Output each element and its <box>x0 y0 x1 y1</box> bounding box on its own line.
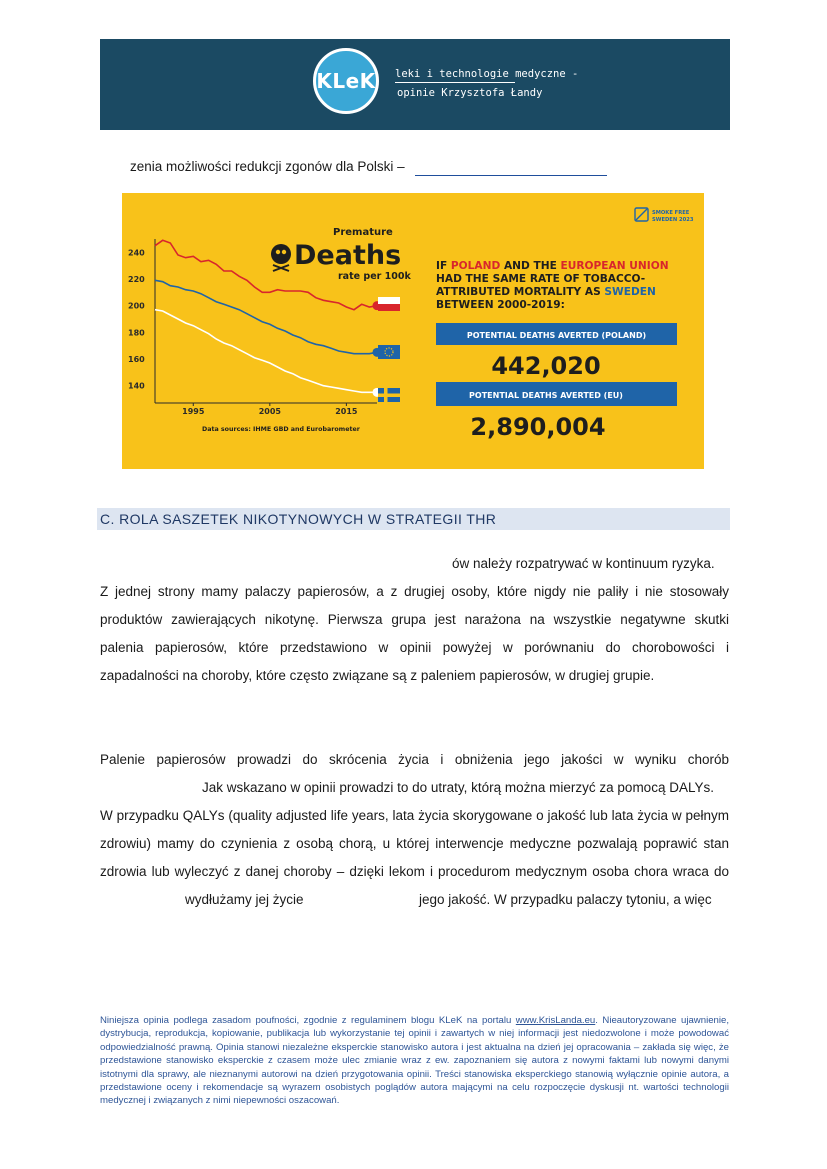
brand-line1: SMOKE FREE <box>652 210 690 216</box>
klek-logo <box>313 48 379 114</box>
brand-line2: SWEDEN 2023 <box>652 217 694 223</box>
headline-sweden: SWEDEN <box>604 286 656 298</box>
headline-line4: BETWEEN 2000-2019: <box>436 299 565 311</box>
confidentiality-footer <box>100 1014 729 1108</box>
eu-value: 2,890,004 <box>470 413 606 441</box>
y-tick-label: 140 <box>128 381 145 391</box>
logo-tagline-line1: leki i technologie medyczne - <box>395 68 579 80</box>
y-tick-label: 160 <box>128 355 145 364</box>
eu-label: POTENTIAL DEATHS AVERTED (EU) <box>469 391 623 400</box>
chart-title-small-bottom: rate per 100k <box>338 271 411 282</box>
eu-flag-icon <box>378 345 400 359</box>
paragraph1-line4: zapadalności na choroby, które często związane są z paleniem papierosów, w drugiej grupie. <box>100 668 655 683</box>
paragraph2-line4: zdrowiu) mamy do czynienia z osobą chorą, u której interwencje medyczne pozwalają poprawić stan <box>100 836 729 851</box>
poland-flag-icon <box>378 297 400 311</box>
x-tick-label: 1995 <box>182 407 205 416</box>
y-tick-label: 200 <box>128 301 145 311</box>
series-line-european-union <box>155 280 377 353</box>
y-tick-label: 220 <box>128 275 145 284</box>
paragraph1-line2: produktów zawierających nikotynę. Pierwsza grupa jest narażona na wszystkie negatywne skutki <box>100 612 729 627</box>
infographic-canvas <box>122 193 704 469</box>
headline-line3 <box>436 286 656 298</box>
paragraph2-fragment-b: jego jakość. W przypadku palaczy tytoniu, a więc <box>419 892 712 907</box>
sweden-flag-icon <box>378 388 400 402</box>
intro-text: zenia możliwości redukcji zgonów dla Polski – <box>130 159 405 174</box>
y-tick-labels <box>128 248 145 390</box>
y-tick-label: 180 <box>128 328 145 338</box>
paragraph1-line1: Z jednej strony mamy palaczy papierosów, a z drugiej osoby, które nigdy nie paliły i nie stosowały <box>100 584 729 599</box>
paragraph2-fragment-a: wydłużamy jej życie <box>185 892 304 907</box>
blog-header-banner <box>100 39 730 130</box>
x-tick-label: 2015 <box>335 407 358 416</box>
headline-poland: POLAND <box>450 260 501 272</box>
paragraph2-line5: zdrowia lub wyleczyć z danej choroby – dzięki lekom i procedurom medycznym osoba chora wraca do <box>100 864 729 879</box>
headline-line2: HAD THE SAME RATE OF TOBACCO- <box>436 273 646 285</box>
poland-label: POTENTIAL DEATHS AVERTED (POLAND) <box>466 331 647 340</box>
headline-and: AND THE <box>500 260 561 272</box>
chart-title-big: Deaths <box>294 240 402 271</box>
paragraph1-line3: palenia papierosów, które przedstawiono w opinii powyżej w porównaniu do chorobowości i <box>100 640 729 655</box>
poland-value: 442,020 <box>491 352 601 380</box>
chart-title-small-top: Premature <box>333 227 393 238</box>
krislanda-link[interactable]: www.KrisLanda.eu <box>515 1015 596 1026</box>
redacted-link-underline <box>415 175 607 176</box>
section-title: C. ROLA SASZETEK NIKOTYNOWYCH W STRATEGII THR <box>100 511 497 527</box>
logo-tagline-line2: opinie Krzysztofa Łandy <box>397 87 543 99</box>
footer-text-rest: . Nieautoryzowane ujawnienie, dystrybucja, reprodukcja, kopiowanie, publikacja lub wykorzystanie tej opinii i zawartych w niej informacji jest niedozwolone i może powodować odpowiedzialność prawną. Opinia stanowi niezależne eksperckie stanowisko autora i jest aktualna na dzień jej opracowania – zakłada się więc, że przedstawione stanowisko eksperckie z czasem może ulec zmianie wraz z ew. zapoznaniem się autora z nowymi faktami lub nowymi danymi istotnymi dla sprawy, ale nieznanymi autorowi na dzień przygotowania opinii. Treści stanowiska eksperckiego stanowią wyłącznie opinie autora, a przedstawione oceny i rekomendacje są wyrazem osobistych poglądów autora mającymi na celu rozpoczęcie dyskusji nt. wartości technologii medycznej i związanych z nimi niepewności oszacowań. <box>100 1015 729 1107</box>
logo-text: KLeK <box>316 69 376 93</box>
x-tick-label: 2005 <box>258 407 281 416</box>
logo-divider <box>395 82 515 83</box>
headline-eu: EUROPEAN UNION <box>560 260 669 272</box>
paragraph2-line1: Palenie papierosów prowadzi do skrócenia życia i obniżenia jego jakości w wyniku chorób <box>100 752 729 767</box>
headline-attributed: ATTRIBUTED MORTALITY AS <box>436 286 605 298</box>
headline-line1 <box>436 260 669 272</box>
paragraph2-line3: W przypadku QALYs (quality adjusted life years, lata życia skorygowane o jakość lub lata życia w pełnym <box>100 808 729 823</box>
smoke-free-sweden-logo <box>635 208 694 223</box>
x-tick-labels <box>182 403 358 416</box>
footer-text-start: Niniejsza opinia podlega zasadom poufności, zgodnie z regulaminem blogu KLeK na portalu <box>100 1015 516 1026</box>
headline-if: IF <box>436 260 451 272</box>
paragraph1-tail: ów należy rozpatrywać w kontinuum ryzyka. <box>452 556 715 571</box>
series-line-sweden <box>155 310 377 393</box>
paragraph2-line2: Jak wskazano w opinii prowadzi to do utraty, którą można mierzyć za pomocą DALYs. <box>202 780 714 795</box>
skull-crossbones-icon <box>271 244 291 271</box>
premature-deaths-infographic <box>122 193 704 469</box>
y-tick-label: 240 <box>128 248 145 258</box>
data-source-note: Data sources: IHME GBD and Eurobarometer <box>202 426 360 433</box>
